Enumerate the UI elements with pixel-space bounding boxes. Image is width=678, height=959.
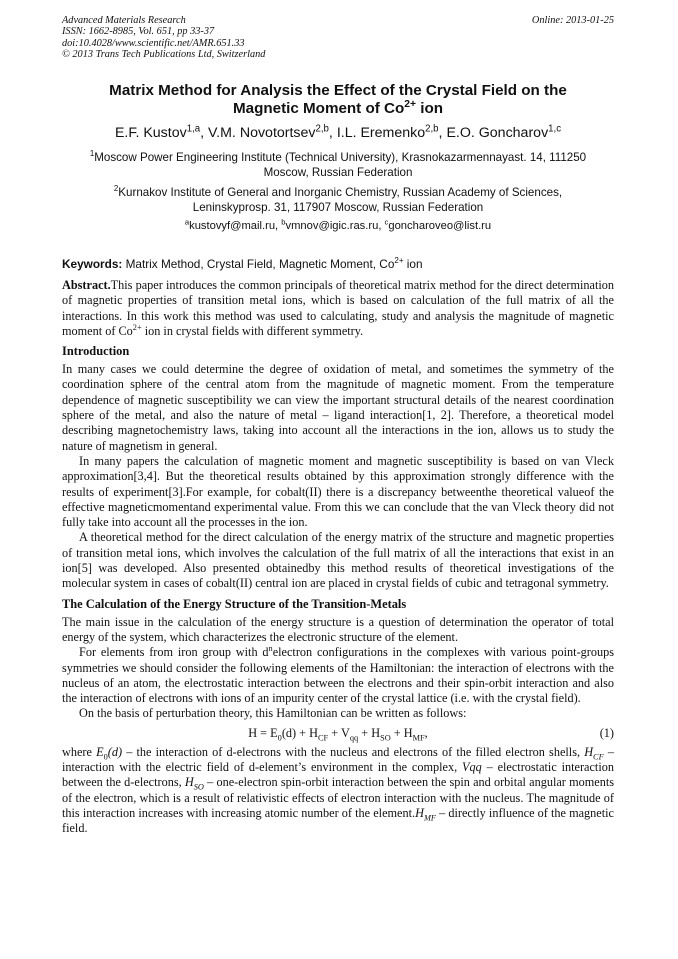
author-name: E.F. Kustov: [114, 125, 187, 141]
keywords: Keywords: Matrix Method, Crystal Field, Magnetic Moment, $Co^{2+}$ ion: [62, 256, 423, 271]
paper-body: [62, 278, 614, 837]
section-heading-introduction: Introduction: [62, 344, 130, 359]
email-link[interactable]: kustovyf@mail.ru,: [189, 220, 282, 232]
title-line-1: Matrix Method for Analysis the Effect of the Crystal Field on the: [109, 82, 567, 99]
author-name: I.L. Eremenko: [336, 125, 426, 141]
equation-1: $H = E_0(d) + H_{CF} + V_{qq} + H_{SO} + H_{MF}$, (1): [248, 725, 614, 743]
paragraph: The main issue in the calculation of the energy structure is a question of determination the operator of total energy of the system, which characterizes the electronic structure of the element.: [62, 614, 614, 644]
affiliation-1: $^1$Moscow Power Engineering Institute (Technical University), Krasnokazarmennayast. 14, 111250 Moscow, Russian Federation: [89, 149, 587, 179]
paragraph: In many papers the calculation of magnetic moment and magnetic susceptibility is based on van Vleck approximation[3,4]. But the theoretical results obtained by this approximation strongly difference with the results of experiment[3].For example, for cobalt(II) there is a discrepancy betweenthe theoretical valueof the effective magneticmomentand experimental value. From this we can conclude that the van Vleck theory did not fully take into account all the processes in the ion.: [62, 453, 614, 530]
equation-number: (1): [599, 725, 614, 740]
section-heading-energy-structure: The Calculation of the Energy Structure of the Transition-Metals: [62, 596, 407, 611]
journal-name: Advanced Materials Research: [62, 15, 186, 26]
title-line-2: Magnetic Moment of $Co^{2+}$ ion: [232, 98, 444, 117]
author-emails: $^a$kustovyf@mail.ru, $^b$vmnov@igic.ras.ru, $^c$goncharoveo@list.ru: [184, 217, 492, 232]
issn-line: ISSN: 1662-8985, Vol. 651, pp 33-37: [62, 26, 215, 38]
affiliation-2: $^2$Kurnakov Institute of General and Inorganic Chemistry, Russian Academy of Sciences, Leninskyprosp. 31, 117907 Moscow, Russian Federation: [113, 184, 563, 214]
online-date: Online: 2013-01-25: [531, 15, 614, 26]
paragraph: On the basis of perturbation theory, this Hamiltonian can be written as follows:: [79, 706, 467, 721]
author-name: V.M. Novotortsev: [208, 125, 316, 141]
email-link[interactable]: vmnov@igic.ras.ru,: [285, 220, 385, 232]
paper-title: [62, 82, 614, 118]
doi-line: doi:10.4028/www.scientific.net/AMR.651.33: [62, 37, 245, 49]
paragraph: For elements from iron group with $d^nelectron$ configurations in the complexes with various point-groups symmetries we should consider the following elements of the Hamiltonian: the interaction of electrons with the nucleus of an atom, the electrostatic interaction between the electrons and their spin-orbit interaction and also the interaction of electrons with ions of an impurity center of the crystal lattice (i.e. with the crystal field).: [62, 644, 614, 706]
author-list: E.F. Kustov$^{1,a}$, V.M. Novotortsev$^{2,b}$, I.L. Eremenko$^{2,b}$, E.O. Goncharov$^{1,c}$: [114, 123, 562, 141]
abstract: Abstract.This paper introduces the common principals of theoretical matrix method for the direct determination of magnetic properties of transition metal ions, which is based on calculation of the full matrix of all the interactions. In this work this method was used to calculating, study and analysis the magnitude of magnetic moment of $Co^{2+}$ ion in crystal fields with different symmetry.: [62, 278, 614, 338]
email-link[interactable]: goncharoveo@list.ru: [388, 220, 492, 232]
paragraph: A theoretical method for the direct calculation of the energy matrix of the structure and magnetic properties of transition metal ions, which involves the calculation of the full matrix of all the interactions that exist in an ion[5] was developed. Also presented obtainedby this method results of theoretical investigations of the molecular system in cases of cobalt(II) central ion are placed in crystal fields of cubic and tetragonal symmetry.: [62, 530, 614, 591]
author-name: E.O. Goncharov: [446, 125, 549, 141]
paragraph: where $E_0(d)$ – the interaction of d-electrons with the nucleus and electrons of the filled electron shells, $H_{CF}$ – interaction with the electric field of d-element’s environment in the complex, Vqq – electrostatic interaction between the d-electrons, $H_{SO}$ – one-electron spin-orbit interaction between the spin and orbital angular moments of the electron, which is a result of relativistic effects of electron interaction with the nucleus. The magnitude of this interaction increases with increasing atomic number of the $element.H_{MF}$ – directly influence of the magnetic field.: [62, 744, 614, 836]
running-header: [62, 15, 614, 61]
copyright-line: © 2013 Trans Tech Publications Ltd, Switzerland: [62, 49, 266, 61]
paragraph: In many cases we could determine the degree of oxidation of metal, and sometimes the symmetry of the coordination sphere of the central atom from the magnitude of magnetic moment. From the temperature dependence of magnetic susceptibility we can view the important structural details of the nearest coordination sphere of the metal, and also the nature of metal – ligand interaction[1, 2]. Therefore, a theoretical model describing magnetochemistry laws, taking into account all the interactions in the ion, allows us to study the nature of magnetism in general.: [62, 362, 614, 453]
